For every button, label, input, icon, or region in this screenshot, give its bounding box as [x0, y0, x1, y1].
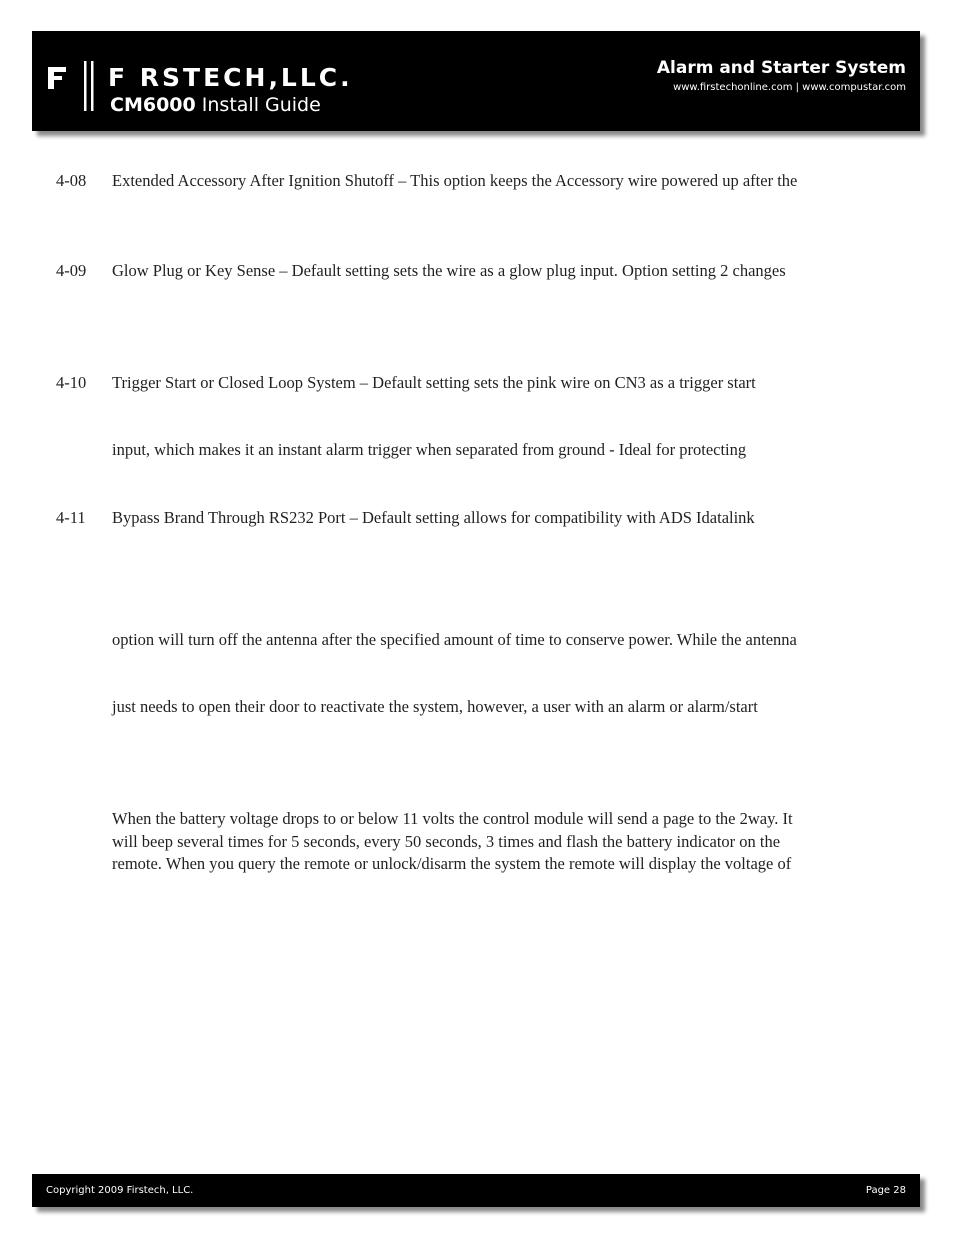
item-text: just needs to open their door to reactivate the system, however, a user with an alarm or alarm/start [112, 697, 758, 716]
header-urls: www.firstechonline.com | www.compustar.com [673, 82, 906, 93]
page-header [32, 31, 920, 131]
product-title [110, 94, 321, 116]
item-number: 4-08 [56, 171, 87, 190]
item-text: Trigger Start or Closed Loop System – Default setting sets the pink wire on CN3 as a trigger start [112, 373, 756, 392]
item-text: Extended Accessory After Ignition Shutoff – This option keeps the Accessory wire powered up after the [112, 171, 798, 190]
copyright-text: Copyright 2009 Firstech, LLC. [46, 1185, 194, 1196]
paragraph-line: remote. When you query the remote or unlock/disarm the system the remote will display the voltage of [112, 854, 792, 873]
product-model: CM6000 [110, 94, 196, 116]
item-number: 4-10 [56, 373, 87, 392]
page-number: Page 28 [865, 1185, 906, 1196]
item-number: 4-09 [56, 261, 87, 280]
logo-wordmark: F RSTECH,LLC. [108, 63, 353, 92]
product-subtitle: Install Guide [195, 94, 321, 116]
battery-paragraph [112, 808, 902, 876]
header-title: Alarm and Starter System [656, 58, 906, 78]
paragraph-line: When the battery voltage drops to or below 11 volts the control module will send a page to the 2way. It [112, 809, 793, 828]
item-text: Glow Plug or Key Sense – Default setting sets the wire as a glow plug input. Option setting 2 changes [112, 261, 786, 280]
item-text: option will turn off the antenna after the specified amount of time to conserve power. While the antenna [112, 630, 797, 649]
item-number: 4-11 [56, 508, 86, 527]
firstech-logo-icon [46, 61, 106, 119]
item-text: input, which makes it an instant alarm trigger when separated from ground - Ideal for protecting [112, 440, 747, 459]
paragraph-line: will beep several times for 5 seconds, every 50 seconds, 3 times and flash the battery indicator on the [112, 831, 781, 851]
firstech-logo [46, 61, 366, 121]
page-footer [32, 1174, 920, 1207]
item-text: Bypass Brand Through RS232 Port – Default setting allows for compatibility with ADS Idatalink [112, 508, 755, 527]
